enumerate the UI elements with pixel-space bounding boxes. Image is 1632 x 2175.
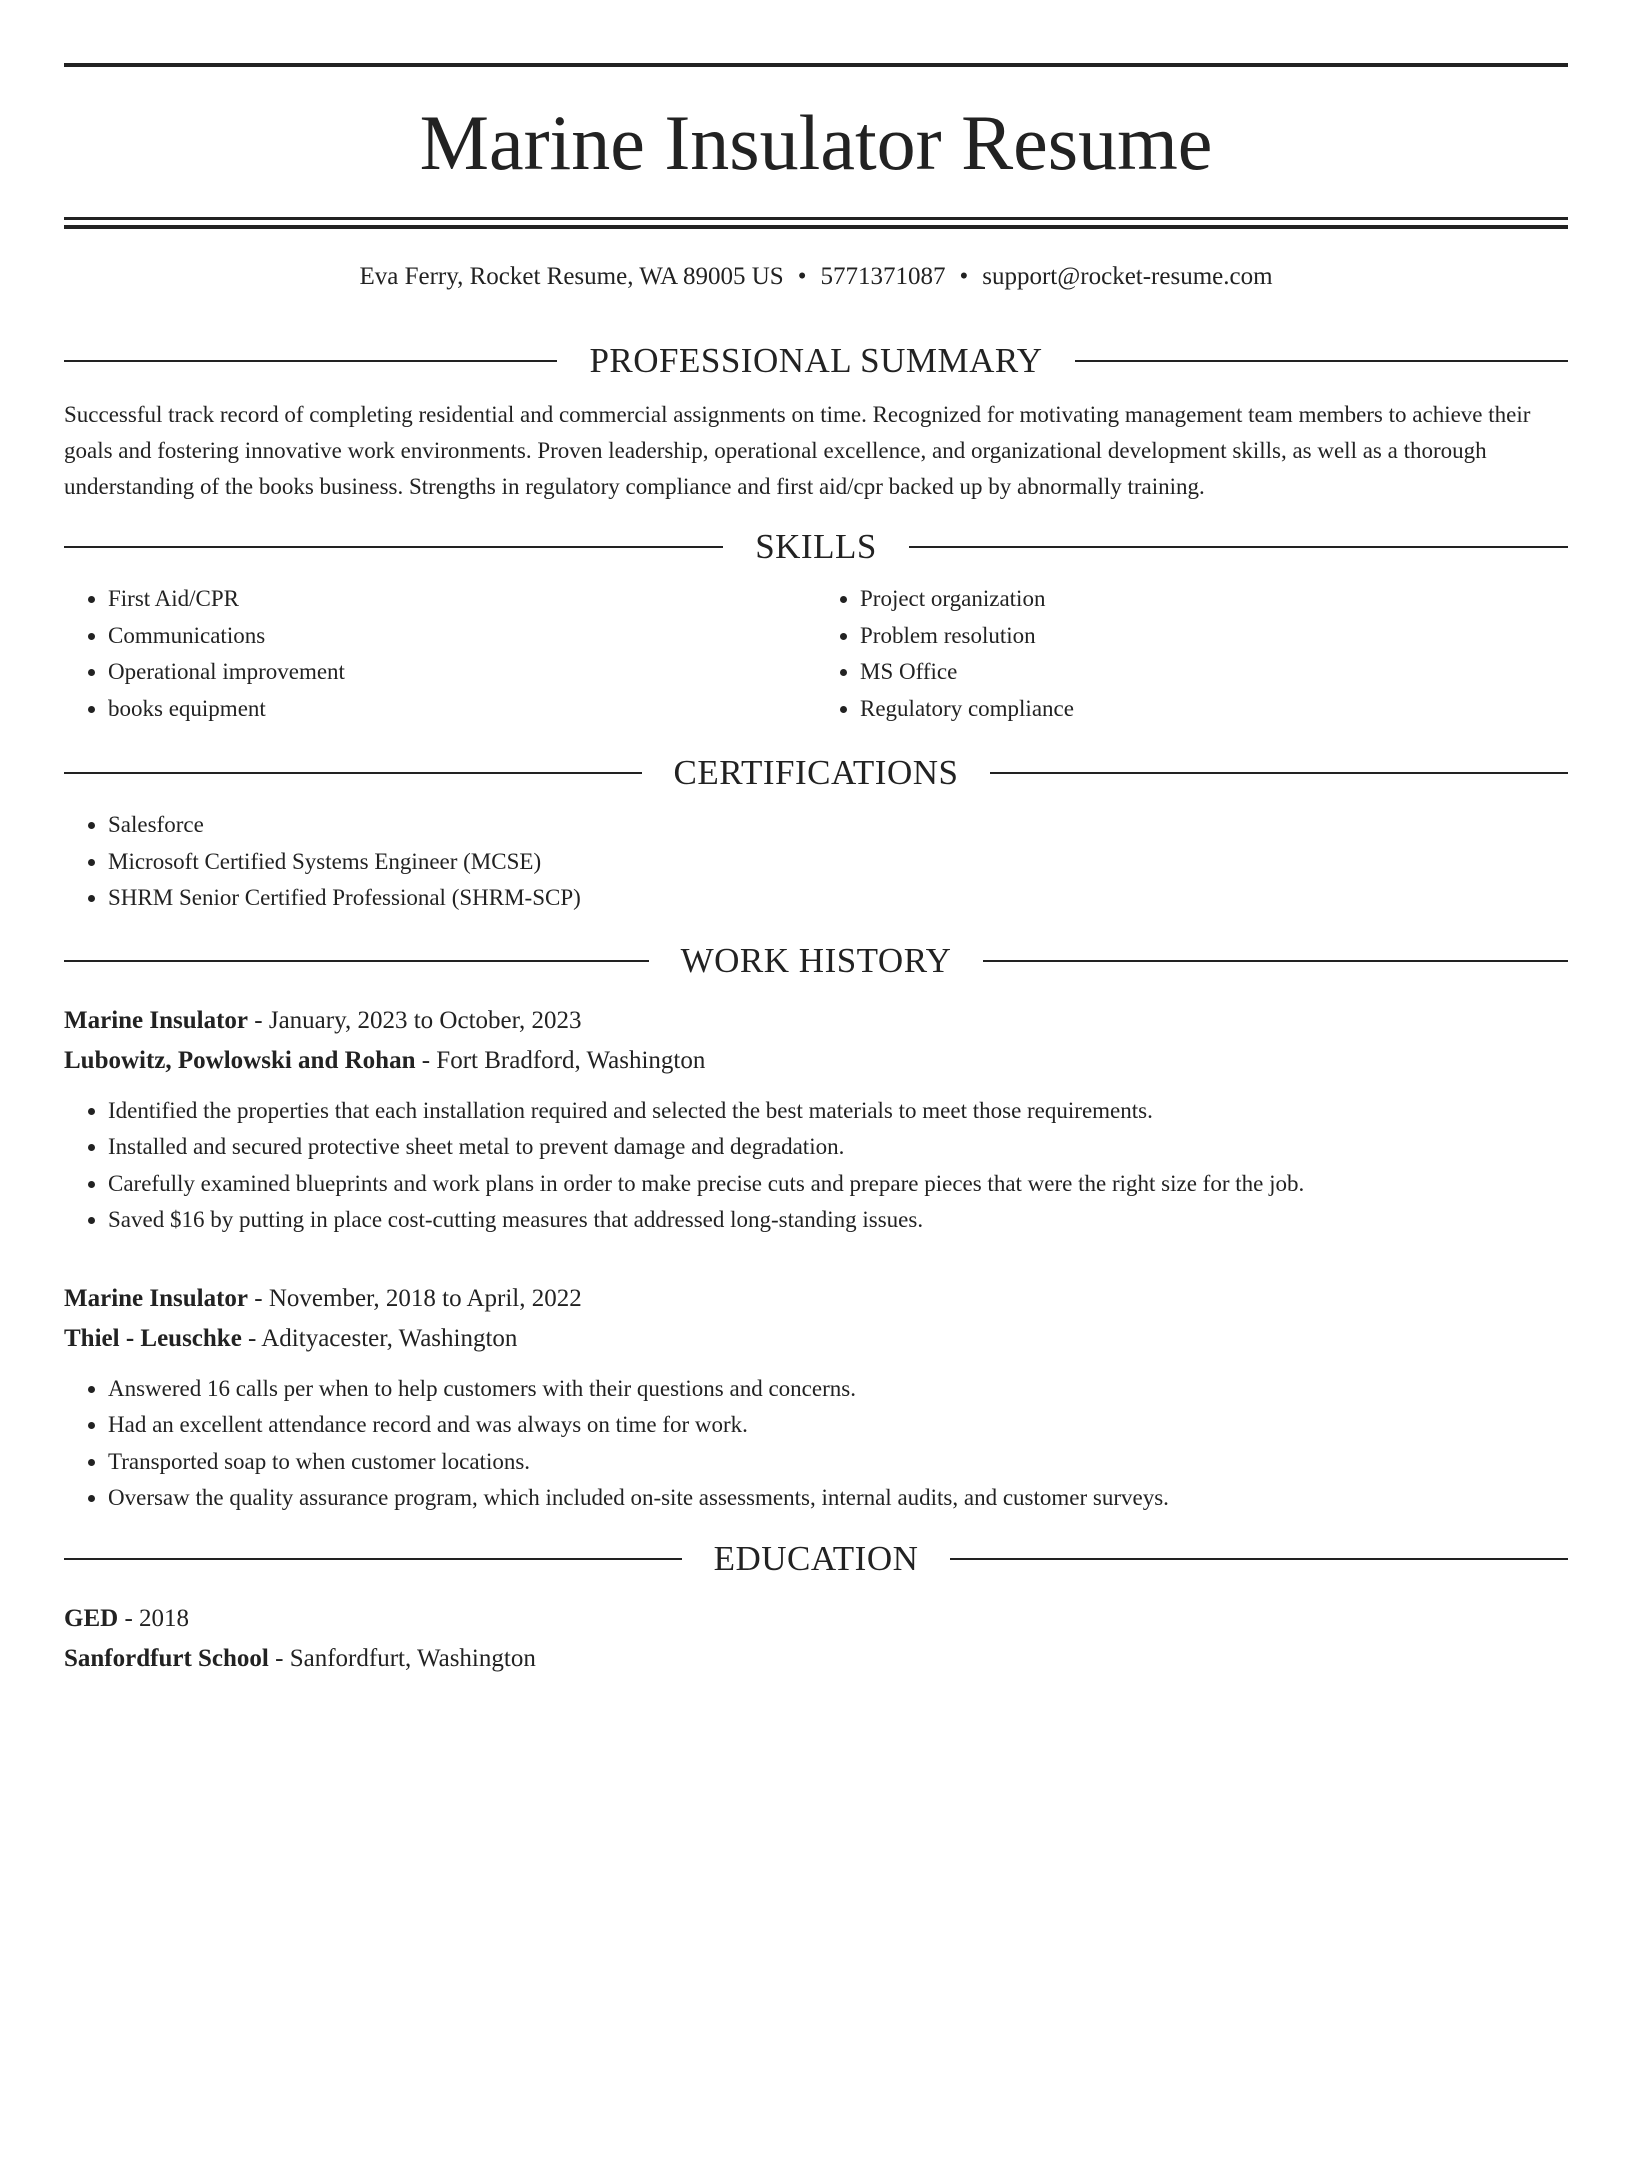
job-title: Marine Insulator (64, 1006, 249, 1034)
skill-item: • MS Office (860, 654, 1568, 691)
certification-item: • Microsoft Certified Systems Engineer (MCSE) (108, 844, 1568, 881)
education-school-line (64, 1639, 1568, 1679)
heading-rule (64, 546, 723, 548)
top-rule (64, 63, 1568, 67)
certifications-heading (64, 751, 1568, 795)
job-company-line (64, 1319, 1568, 1359)
job-title-line (64, 1279, 1568, 1319)
certification-item: • SHRM Senior Certified Professional (SHRM-SCP) (108, 880, 1568, 917)
job-bullet: • Had an excellent attendance record and was always on time for work. (108, 1407, 1568, 1444)
contact-line (64, 261, 1568, 293)
heading-rule (990, 772, 1568, 774)
skill-item: • books equipment (108, 691, 816, 728)
title-double-rule (64, 217, 1568, 229)
job-title: Marine Insulator (64, 1284, 249, 1312)
education-degree: GED (64, 1604, 119, 1632)
certifications-list (64, 807, 1568, 917)
job-location: - Fort Bradford, Washington (415, 1046, 706, 1074)
job-bullet: • Identified the properties that each installation required and selected the best materials to meet those requirements. (108, 1093, 1568, 1130)
skills-heading (64, 525, 1568, 569)
certification-item: • Salesforce (108, 807, 1568, 844)
education-school: Sanfordfurt School (64, 1644, 269, 1672)
education-location: - Sanfordfurt, Washington (268, 1644, 536, 1672)
skills-heading-label: SKILLS (755, 527, 877, 566)
education-year: - 2018 (118, 1604, 190, 1632)
work-history-heading (64, 939, 1568, 983)
contact-separator: • (959, 263, 969, 290)
job-bullet: • Carefully examined blueprints and work plans in order to make precise cuts and prepare pieces that were the right size for the job. (108, 1166, 1568, 1203)
contact-phone: 5771371087 (820, 263, 946, 290)
job-title-line (64, 1001, 1568, 1041)
skill-item: • Problem resolution (860, 618, 1568, 655)
contact-separator: • (797, 263, 807, 290)
job-dates: - November, 2018 to April, 2022 (248, 1284, 582, 1312)
heading-rule (64, 1558, 682, 1560)
heading-rule (950, 1558, 1568, 1560)
resume-title: Marine Insulator Resume (419, 99, 1213, 186)
skills-column-right (816, 581, 1568, 727)
skill-item: • Regulatory compliance (860, 691, 1568, 728)
job-entry (64, 1001, 1568, 1239)
heading-rule (983, 960, 1568, 962)
heading-rule (909, 546, 1568, 548)
certifications-heading-label: CERTIFICATIONS (673, 753, 959, 792)
contact-email: support@rocket-resume.com (982, 263, 1273, 290)
education-heading-label: EDUCATION (713, 1538, 919, 1578)
job-bullet: • Installed and secured protective sheet metal to prevent damage and degradation. (108, 1129, 1568, 1166)
heading-rule (1075, 360, 1568, 362)
summary-heading (64, 339, 1568, 383)
skill-item: • Operational improvement (108, 654, 816, 691)
skill-item: • Project organization (860, 581, 1568, 618)
job-bullets (64, 1371, 1568, 1517)
heading-rule (64, 772, 642, 774)
job-bullet: • Saved $16 by putting in place cost-cutting measures that addressed long-standing issues. (108, 1202, 1568, 1239)
heading-rule (64, 960, 649, 962)
job-bullet: • Answered 16 calls per when to help customers with their questions and concerns. (108, 1371, 1568, 1408)
skill-item: • Communications (108, 618, 816, 655)
job-bullets (64, 1093, 1568, 1239)
work-history-heading-label: WORK HISTORY (680, 940, 952, 980)
skills-column-left (64, 581, 816, 727)
job-dates: - January, 2023 to October, 2023 (248, 1006, 582, 1034)
job-company-line (64, 1041, 1568, 1081)
job-company: Lubowitz, Powlowski and Rohan (64, 1046, 416, 1074)
summary-heading-label: PROFESSIONAL SUMMARY (589, 341, 1043, 380)
job-bullet: • Oversaw the quality assurance program, which included on-site assessments, internal audits, and customer surveys. (108, 1480, 1568, 1517)
heading-rule (64, 360, 557, 362)
skills-list (64, 581, 1568, 727)
education-degree-line (64, 1599, 1568, 1639)
job-entry (64, 1279, 1568, 1517)
job-location: - Adityacester, Washington (241, 1324, 518, 1352)
skill-item: • First Aid/CPR (108, 581, 816, 618)
education-heading (64, 1537, 1568, 1581)
resume-page (0, 63, 1632, 2175)
summary-text: Successful track record of completing residential and commercial assignments on time. Recognized for motivating management team members to achieve their goals and fostering innovative work environments. Proven leadership, operational excellence, and organizational development skills, as well as a thorough understanding of the books business. Strengths in regulatory compliance and first aid/cpr backed up by abnormally training. (64, 402, 1531, 499)
job-bullet: • Transported soap to when customer locations. (108, 1444, 1568, 1481)
job-company: Thiel - Leuschke (64, 1324, 242, 1352)
contact-address: Eva Ferry, Rocket Resume, WA 89005 US (359, 263, 784, 290)
